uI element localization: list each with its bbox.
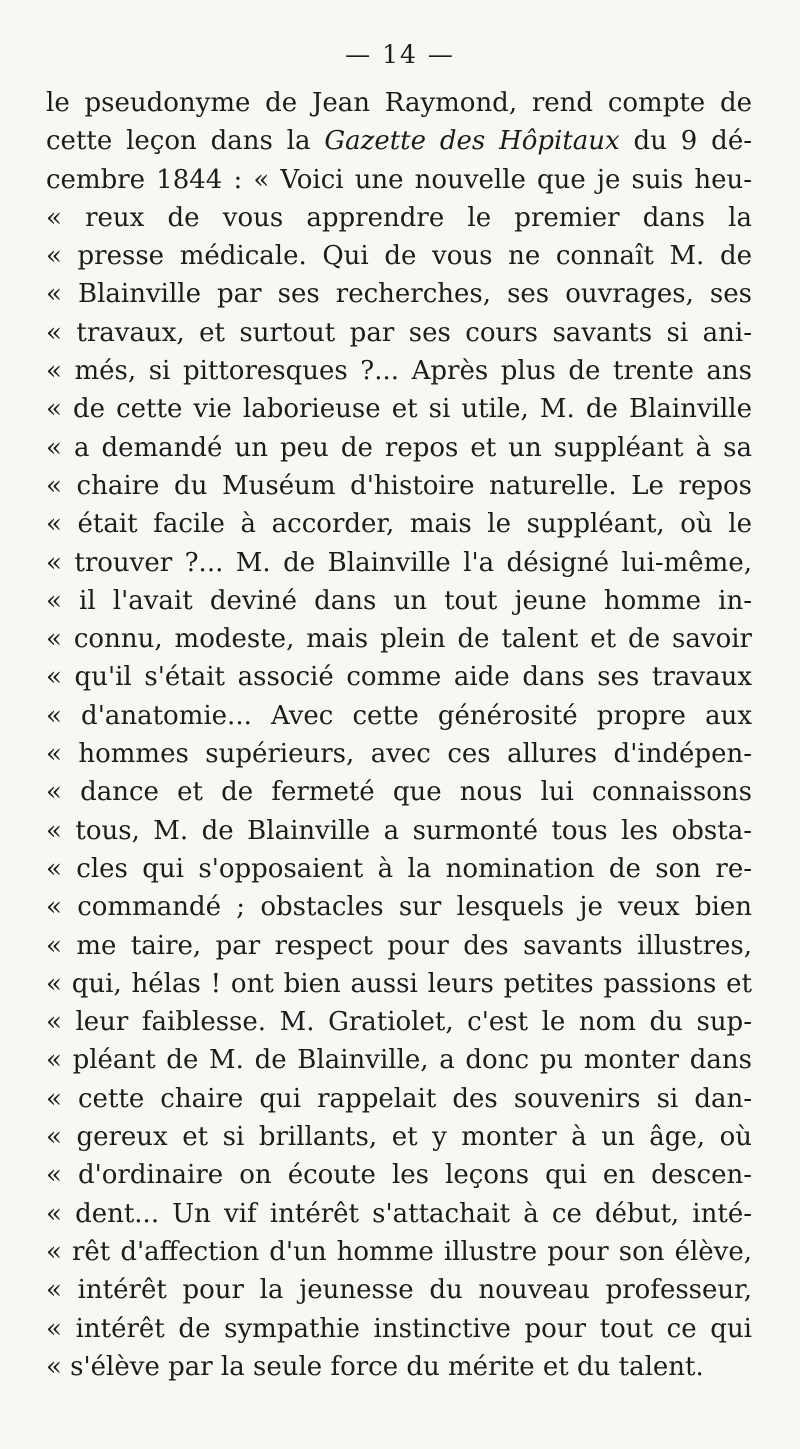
text-line-segment: le pseudonyme de Jean Raymond, rend compte de — [46, 88, 752, 118]
text-line — [46, 1156, 752, 1194]
text-line-segment: « Blainville par ses recherches, ses ouvrages, ses — [46, 279, 752, 310]
text-line-segment: « travaux, et surtout par ses cours savants si ani- — [46, 317, 752, 348]
text-line — [46, 1271, 752, 1309]
text-line-segment: « qui, hélas ! ont bien aussi leurs petites passions et — [46, 968, 752, 999]
text-line-segment: « rêt d'affection d'un homme illustre pour son élève, — [46, 1236, 752, 1267]
text-line — [46, 850, 752, 888]
text-line-segment: « intérêt pour la jeunesse du nouveau professeur, — [46, 1275, 752, 1306]
text-line — [46, 505, 752, 543]
text-line-segment: « trouver ?... M. de Blainville l'a désigné lui-même, — [46, 547, 752, 578]
text-line-segment: « intérêt de sympathie instinctive pour tout ce qui — [46, 1313, 752, 1344]
text-line — [46, 927, 752, 965]
text-line-segment: « més, si pittoresques ?... Après plus de trente ans — [46, 356, 752, 387]
text-line — [46, 773, 752, 811]
text-line-segment: « de cette vie laborieuse et si utile, M. de Blainville — [46, 394, 752, 425]
text-line-segment: cembre 1844 : « Voici une nouvelle que je suis heu- — [46, 164, 752, 195]
text-line-segment: « hommes supérieurs, avec ces allures d'indépen- — [46, 739, 752, 770]
text-line-segment: « commandé ; obstacles sur lesquels je veux bien — [46, 892, 752, 923]
text-line — [46, 1348, 752, 1386]
text-line — [46, 697, 752, 735]
text-line-segment: « cles qui s'opposaient à la nomination de son re- — [46, 853, 752, 884]
text-line — [46, 1118, 752, 1156]
text-line-segment: « chaire du Muséum d'histoire naturelle. Le repos — [46, 470, 752, 501]
text-line — [46, 352, 752, 390]
text-line — [46, 582, 752, 620]
text-line — [46, 1233, 752, 1271]
text-line-segment: « dent... Un vif intérêt s'attachait à ce début, inté- — [46, 1198, 752, 1229]
text-line — [46, 1003, 752, 1041]
text-line-segment: « d'ordinaire on écoute les leçons qui en descen- — [46, 1160, 752, 1191]
text-line-segment: « cette chaire qui rappelait des souvenirs si dan- — [46, 1083, 752, 1114]
text-line — [46, 965, 752, 1003]
text-line-segment: « leur faiblesse. M. Gratiolet, c'est le nom du sup- — [46, 1007, 752, 1038]
text-line — [46, 275, 752, 313]
text-line-segment: cette leçon dans la — [46, 126, 325, 157]
text-line — [46, 888, 752, 926]
text-line-segment: « s'élève par la seule force du mérite et du talent. — [46, 1351, 704, 1382]
text-line-segment: « reux de vous apprendre le premier dans la — [46, 202, 752, 233]
text-line — [46, 1080, 752, 1118]
text-line-segment: « tous, M. de Blainville a surmonté tous les obsta- — [46, 815, 752, 846]
text-line-segment: « connu, modeste, mais plein de talent et de savoir — [46, 624, 752, 655]
text-line — [46, 1041, 752, 1079]
text-line-segment: « il l'avait deviné dans un tout jeune homme in- — [46, 585, 752, 616]
text-line — [46, 237, 752, 275]
text-line-segment: « était facile à accorder, mais le suppléant, où le — [46, 509, 752, 540]
text-line — [46, 390, 752, 428]
text-line-segment: « pléant de M. de Blainville, a donc pu monter dans — [46, 1045, 752, 1076]
text-line — [46, 735, 752, 773]
text-line — [46, 84, 752, 122]
text-line — [46, 1310, 752, 1348]
text-line — [46, 658, 752, 696]
text-line — [46, 620, 752, 658]
text-line — [46, 199, 752, 237]
page-number: — 14 — — [345, 40, 455, 69]
text-line-segment: du 9 dé- — [619, 126, 752, 157]
text-line-segment: « a demandé un peu de repos et un suppléant à sa — [46, 432, 752, 463]
journal-title: Gazette des Hôpitaux — [324, 126, 620, 157]
text-line — [46, 544, 752, 582]
text-line — [46, 812, 752, 850]
text-line — [46, 429, 752, 467]
text-line-segment: « me taire, par respect pour des savants illustres, — [46, 930, 752, 961]
text-line — [46, 1195, 752, 1233]
text-line — [46, 161, 752, 199]
text-line-segment: « d'anatomie... Avec cette générosité propre aux — [46, 700, 752, 731]
text-line-segment: « gereux et si brillants, et y monter à un âge, où — [46, 1122, 752, 1153]
text-line — [46, 467, 752, 505]
body-text — [46, 84, 752, 1386]
text-line-segment: « presse médicale. Qui de vous ne connaît M. de — [46, 241, 752, 272]
text-line — [46, 314, 752, 352]
text-line-segment: « dance et de fermeté que nous lui connaissons — [46, 777, 752, 808]
text-line-segment: « qu'il s'était associé comme aide dans ses travaux — [46, 662, 752, 693]
text-line — [46, 122, 752, 160]
